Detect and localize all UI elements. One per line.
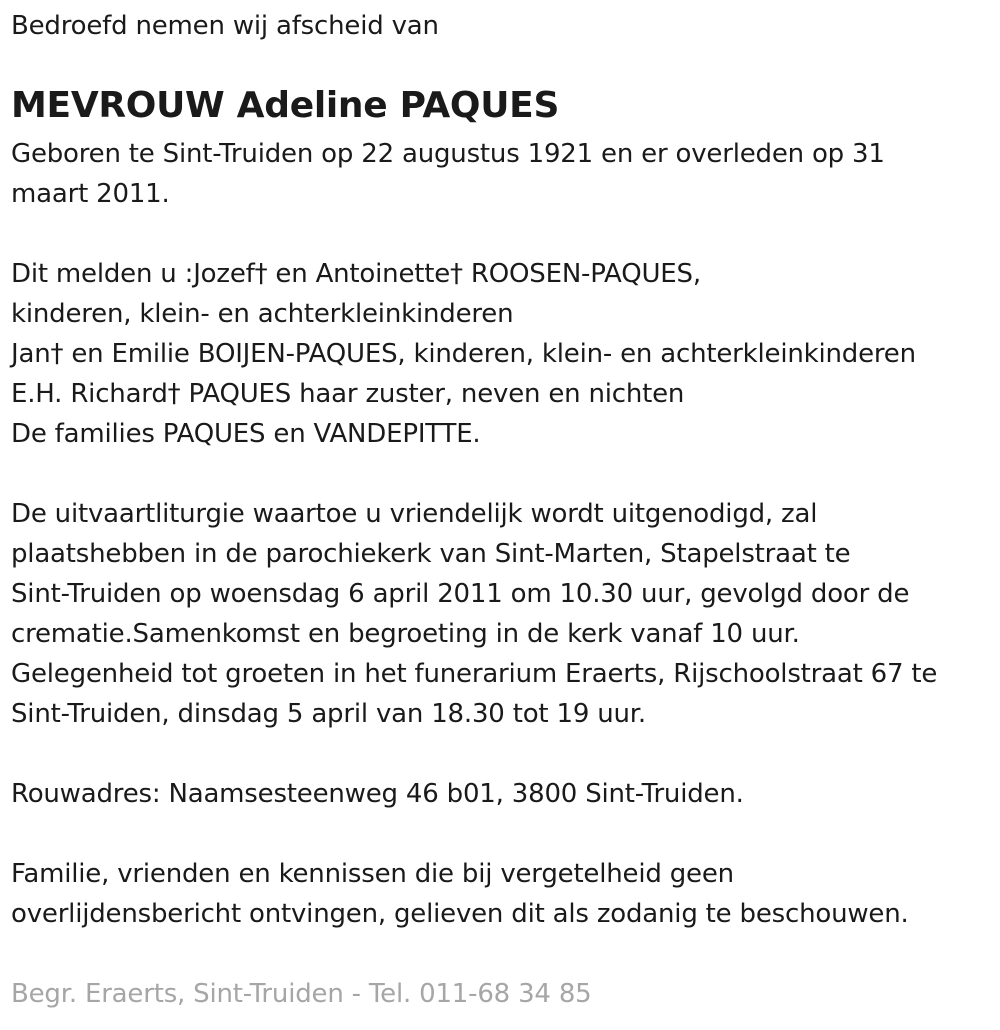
mourning-address: Rouwadres: Naamsesteenweg 46 b01, 3800 Sint-Truiden. [11,779,744,809]
family-line: Dit melden u :Jozef† en Antoinette† ROOSEN-PAQUES, [11,259,701,289]
notice-paragraph [11,854,909,934]
funeral-paragraph [11,494,937,734]
birth-death-paragraph [11,134,885,214]
family-paragraph [11,254,916,454]
notice-line: overlijdensbericht ontvingen, gelieven dit als zodanig te beschouwen. [11,899,909,929]
mourning-address-paragraph [11,774,744,814]
funeral-line: crematie.Samenkomst en begroeting in de kerk vanaf 10 uur. [11,619,800,649]
intro-text: Bedroefd nemen wij afscheid van [11,11,439,41]
family-line: Jan† en Emilie BOIJEN-PAQUES, kinderen, klein- en achterkleinkinderen [11,339,916,369]
family-line: E.H. Richard† PAQUES haar zuster, neven en nichten [11,379,685,409]
funeral-line: Sint-Truiden op woensdag 6 april 2011 om 10.30 uur, gevolgd door de [11,579,910,609]
funeral-line: Sint-Truiden, dinsdag 5 april van 18.30 tot 19 uur. [11,699,646,729]
funeral-home-footer: Begr. Eraerts, Sint-Truiden - Tel. 011-68 34 85 [11,979,592,1009]
funeral-line: plaatshebben in de parochiekerk van Sint-Marten, Stapelstraat te [11,539,851,569]
birth-death-line: maart 2011. [11,179,170,209]
birth-death-line: Geboren te Sint-Truiden op 22 augustus 1921 en er overleden op 31 [11,139,885,169]
funeral-line: De uitvaartliturgie waartoe u vriendelijk wordt uitgenodigd, zal [11,499,818,529]
funeral-line: Gelegenheid tot groeten in het funerarium Eraerts, Rijschoolstraat 67 te [11,659,938,689]
family-line: kinderen, klein- en achterkleinkinderen [11,299,514,329]
notice-line: Familie, vrienden en kennissen die bij vergetelheid geen [11,859,734,889]
deceased-name: MEVROUW Adeline PAQUES [11,85,560,126]
family-line: De families PAQUES en VANDEPITTE. [11,419,481,449]
